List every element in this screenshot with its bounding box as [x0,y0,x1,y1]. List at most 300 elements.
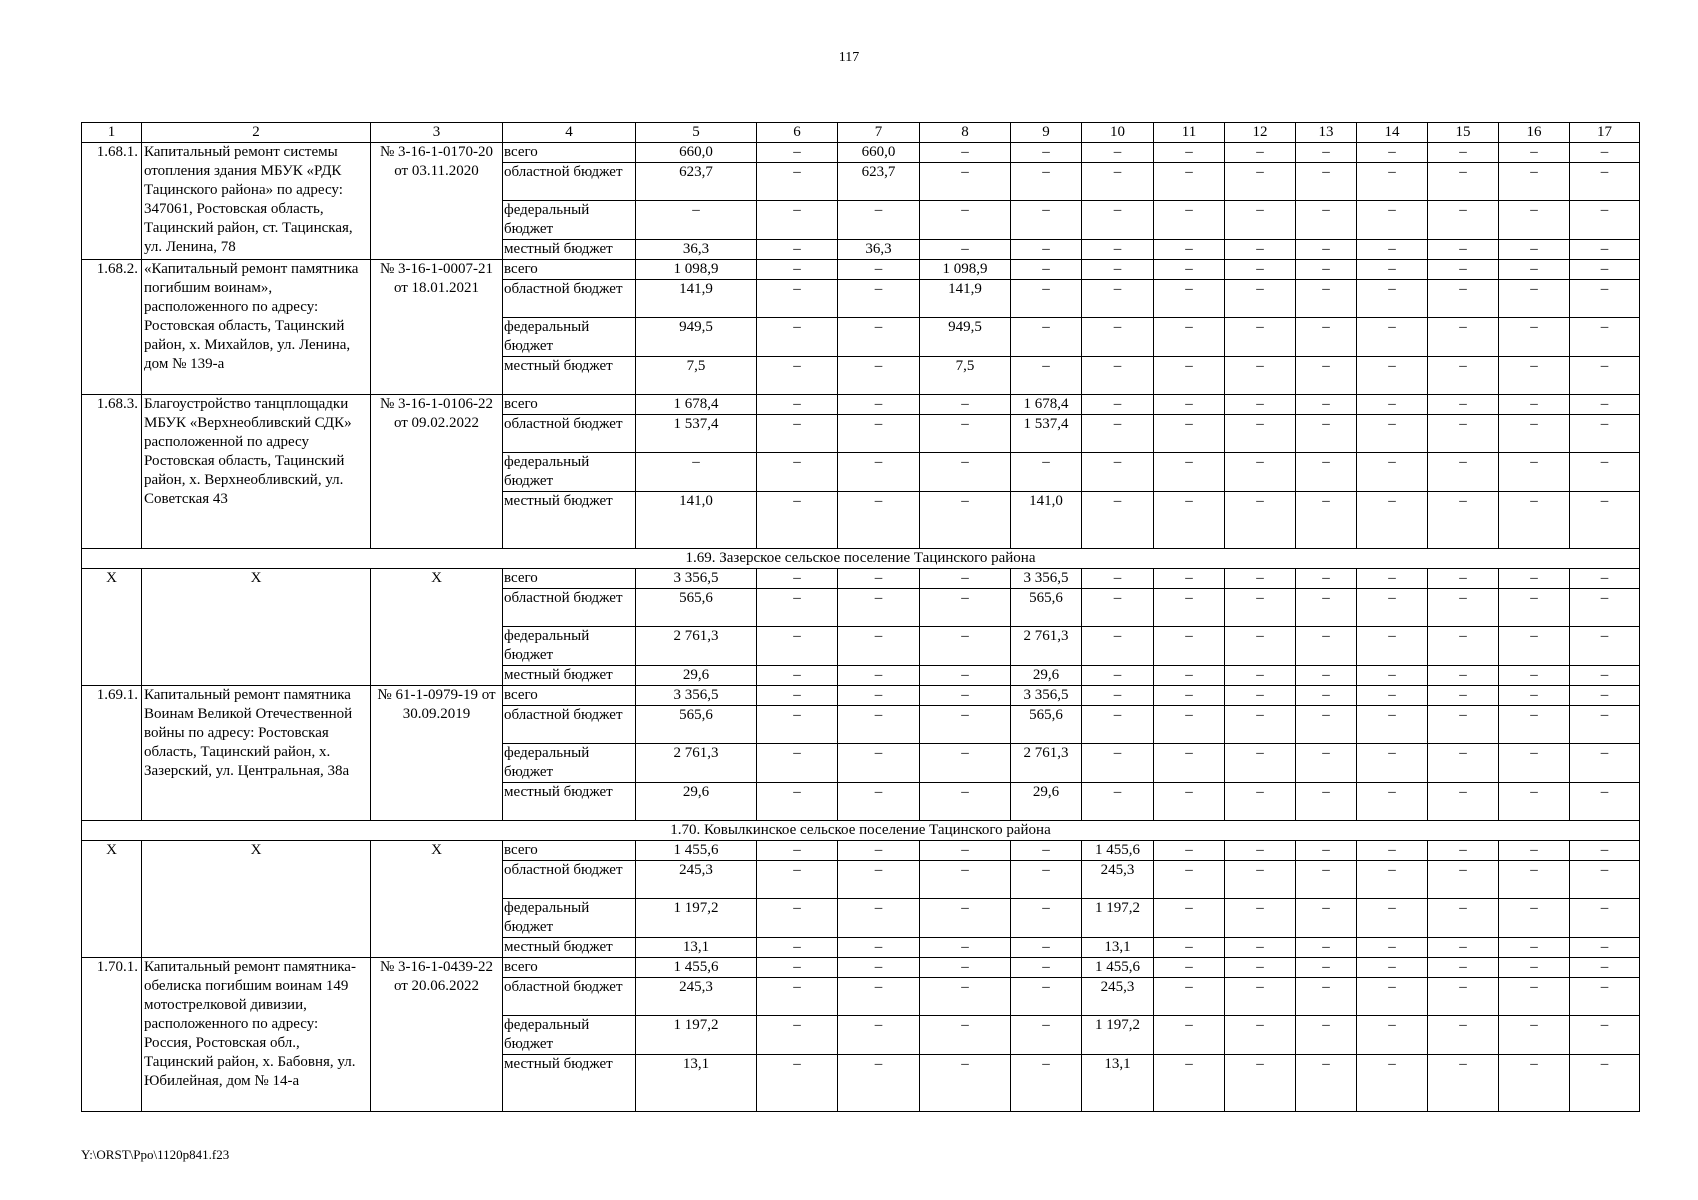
funding-source-label: федеральный бюджет [503,744,636,783]
value-cell: 1 537,4 [1011,415,1082,453]
value-cell: – [1428,783,1499,821]
funding-source-label: областной бюджет [503,861,636,899]
value-cell: – [1082,318,1154,357]
value-cell: – [1296,899,1357,938]
value-cell: – [1499,1016,1570,1055]
value-cell: – [1428,841,1499,861]
value-cell: – [1428,318,1499,357]
value-cell: – [1011,958,1082,978]
value-cell: – [1296,938,1357,958]
value-cell: – [1499,666,1570,686]
value-cell: – [1357,783,1428,821]
value-cell: 1 197,2 [1082,1016,1154,1055]
funding-source-label: всего [503,686,636,706]
value-cell: – [1499,260,1570,280]
value-cell: 141,9 [636,280,757,318]
value-cell: – [1357,260,1428,280]
value-cell: 36,3 [838,240,920,260]
value-cell: – [757,958,838,978]
document-number: № 3-16-1-0439-22 от 20.06.2022 [371,958,503,1112]
funding-source-label: местный бюджет [503,938,636,958]
document-number: X [371,841,503,958]
value-cell: 1 678,4 [1011,395,1082,415]
value-cell: – [1357,240,1428,260]
value-cell: 660,0 [838,143,920,163]
value-cell: – [1428,627,1499,666]
value-cell: – [1011,899,1082,938]
value-cell: – [1225,783,1296,821]
value-cell: – [1225,163,1296,201]
value-cell: 949,5 [636,318,757,357]
value-cell: – [1499,1055,1570,1112]
document-number: X [371,569,503,686]
value-cell: – [1357,589,1428,627]
value-cell: – [1296,163,1357,201]
funding-source-label: местный бюджет [503,666,636,686]
value-cell: – [1154,318,1225,357]
value-cell: – [1154,201,1225,240]
table-row [82,686,1640,706]
value-cell: – [1011,163,1082,201]
object-name: Капитальный ремонт памятника-обелиска погибшим воинам 149 мотострелковой дивизии, расположенного по адресу: Россия, Ростовская обл., Тацинский район, х. Бабовня, ул. Юбилейная, дом № 14-а [142,958,371,1112]
header-cell-14: 14 [1357,123,1428,143]
value-cell: – [1357,1016,1428,1055]
value-cell: – [1570,260,1640,280]
value-cell: – [1428,1016,1499,1055]
object-name: X [142,569,371,686]
value-cell: – [1225,706,1296,744]
value-cell: – [1082,163,1154,201]
value-cell: – [1570,569,1640,589]
value-cell: – [1499,627,1570,666]
value-cell: – [1154,1016,1225,1055]
value-cell: – [1428,280,1499,318]
value-cell: – [1570,666,1640,686]
value-cell: 141,9 [920,280,1011,318]
value-cell: – [1154,260,1225,280]
value-cell: 29,6 [1011,666,1082,686]
value-cell: – [1082,453,1154,492]
value-cell: – [1154,899,1225,938]
header-cell-4: 4 [503,123,636,143]
value-cell: – [838,861,920,899]
value-cell: – [1296,958,1357,978]
header-cell-10: 10 [1082,123,1154,143]
value-cell: – [757,453,838,492]
value-cell: – [1499,163,1570,201]
value-cell: – [1357,569,1428,589]
value-cell: – [920,492,1011,549]
value-cell: – [1011,861,1082,899]
value-cell: – [920,415,1011,453]
value-cell: – [1296,978,1357,1016]
value-cell: – [1428,978,1499,1016]
value-cell: – [1499,143,1570,163]
value-cell: – [757,978,838,1016]
value-cell: 1 197,2 [1082,899,1154,938]
value-cell: – [1225,201,1296,240]
value-cell: 29,6 [1011,783,1082,821]
header-row [82,123,1640,143]
value-cell: – [1082,280,1154,318]
value-cell: – [1357,706,1428,744]
value-cell: – [838,357,920,395]
value-cell: – [1499,978,1570,1016]
value-cell: – [920,666,1011,686]
value-cell: – [757,260,838,280]
value-cell: – [1154,686,1225,706]
value-cell: – [838,1055,920,1112]
value-cell: – [1011,201,1082,240]
value-cell: – [838,318,920,357]
value-cell: – [1428,492,1499,549]
value-cell: – [1082,415,1154,453]
funding-source-label: областной бюджет [503,163,636,201]
value-cell: – [1154,978,1225,1016]
header-cell-12: 12 [1225,123,1296,143]
value-cell: – [1570,415,1640,453]
funding-source-label: федеральный бюджет [503,899,636,938]
value-cell: – [1570,938,1640,958]
value-cell: – [1154,415,1225,453]
document-number: № 3-16-1-0007-21 от 18.01.2021 [371,260,503,395]
value-cell: – [1154,569,1225,589]
value-cell: 565,6 [1011,589,1082,627]
funding-source-label: федеральный бюджет [503,1016,636,1055]
value-cell: – [1570,492,1640,549]
value-cell: – [1154,744,1225,783]
value-cell: – [920,1055,1011,1112]
value-cell: – [838,453,920,492]
value-cell: – [757,783,838,821]
value-cell: – [1082,395,1154,415]
document-number: № 61-1-0979-19 от 30.09.2019 [371,686,503,821]
value-cell: – [1154,280,1225,318]
value-cell: 1 098,9 [920,260,1011,280]
header-cell-16: 16 [1499,123,1570,143]
file-path-footer: Y:\ORST\Ppo\1120p841.f23 [81,1147,230,1162]
value-cell: – [838,744,920,783]
value-cell: – [1225,1055,1296,1112]
value-cell: – [1082,260,1154,280]
header-cell-1: 1 [82,123,142,143]
value-cell: – [838,938,920,958]
value-cell: – [757,415,838,453]
value-cell: – [757,744,838,783]
row-number: X [82,569,142,686]
value-cell: – [757,240,838,260]
value-cell: – [1296,627,1357,666]
value-cell: – [1296,841,1357,861]
value-cell: – [1296,453,1357,492]
value-cell: 245,3 [1082,861,1154,899]
funding-source-label: федеральный бюджет [503,627,636,666]
funding-source-label: местный бюджет [503,492,636,549]
value-cell: – [1499,318,1570,357]
value-cell: – [1225,240,1296,260]
section-row [82,821,1640,841]
value-cell: – [838,841,920,861]
value-cell: – [1225,666,1296,686]
value-cell: 1 197,2 [636,899,757,938]
value-cell: – [1011,260,1082,280]
value-cell: – [1428,143,1499,163]
value-cell: – [757,357,838,395]
value-cell: – [920,201,1011,240]
value-cell: 245,3 [636,861,757,899]
value-cell: – [1499,395,1570,415]
value-cell: – [920,627,1011,666]
value-cell: – [1225,686,1296,706]
value-cell: 141,0 [636,492,757,549]
value-cell: – [920,744,1011,783]
value-cell: – [757,861,838,899]
value-cell: – [1154,706,1225,744]
value-cell: – [838,201,920,240]
document-number: № 3-16-1-0170-20 от 03.11.2020 [371,143,503,260]
value-cell: 7,5 [636,357,757,395]
value-cell: – [757,280,838,318]
header-cell-15: 15 [1428,123,1499,143]
value-cell: – [1428,744,1499,783]
row-number: X [82,841,142,958]
header-cell-3: 3 [371,123,503,143]
value-cell: – [1296,1055,1357,1112]
value-cell: – [1357,861,1428,899]
value-cell: – [1011,1055,1082,1112]
value-cell: – [1011,1016,1082,1055]
value-cell: – [757,395,838,415]
value-cell: – [1011,318,1082,357]
value-cell: – [1499,415,1570,453]
value-cell: – [1296,706,1357,744]
row-number: 1.68.1. [82,143,142,260]
value-cell: – [1357,163,1428,201]
value-cell: – [1225,861,1296,899]
value-cell: – [1225,899,1296,938]
value-cell: – [757,201,838,240]
value-cell: – [838,492,920,549]
value-cell: – [920,240,1011,260]
value-cell: 2 761,3 [636,744,757,783]
value-cell: – [1225,318,1296,357]
value-cell: – [920,395,1011,415]
value-cell: – [1570,686,1640,706]
value-cell: – [1570,706,1640,744]
value-cell: – [1225,357,1296,395]
value-cell: 245,3 [1082,978,1154,1016]
header-cell-9: 9 [1011,123,1082,143]
header-cell-7: 7 [838,123,920,143]
value-cell: – [1296,415,1357,453]
value-cell: – [838,1016,920,1055]
value-cell: 1 455,6 [636,958,757,978]
value-cell: 141,0 [1011,492,1082,549]
value-cell: – [1154,589,1225,627]
value-cell: – [1570,958,1640,978]
value-cell: – [1570,627,1640,666]
value-cell: – [1154,627,1225,666]
value-cell: – [1082,589,1154,627]
value-cell: – [920,163,1011,201]
value-cell: – [1011,240,1082,260]
value-cell: – [757,589,838,627]
value-cell: – [1296,569,1357,589]
value-cell: 1 678,4 [636,395,757,415]
value-cell: – [1154,1055,1225,1112]
funding-source-label: местный бюджет [503,1055,636,1112]
value-cell: – [1296,201,1357,240]
value-cell: – [1011,143,1082,163]
value-cell: – [1296,686,1357,706]
value-cell: – [1499,357,1570,395]
value-cell: – [838,589,920,627]
table-row [82,958,1640,978]
funding-source-label: всего [503,569,636,589]
value-cell: – [1296,1016,1357,1055]
value-cell: – [1154,453,1225,492]
value-cell: – [1225,589,1296,627]
value-cell: – [1570,1055,1640,1112]
value-cell: – [757,569,838,589]
value-cell: – [838,899,920,938]
value-cell: – [1225,395,1296,415]
value-cell: – [757,841,838,861]
value-cell: – [1499,861,1570,899]
header-cell-5: 5 [636,123,757,143]
value-cell: – [757,492,838,549]
funding-source-label: областной бюджет [503,280,636,318]
row-number: 1.68.3. [82,395,142,549]
value-cell: – [757,163,838,201]
value-cell: – [1225,958,1296,978]
value-cell: – [1499,706,1570,744]
value-cell: – [1296,357,1357,395]
value-cell: – [1570,978,1640,1016]
value-cell: 29,6 [636,783,757,821]
value-cell: – [1225,415,1296,453]
value-cell: – [1154,143,1225,163]
header-cell-6: 6 [757,123,838,143]
value-cell: – [1296,280,1357,318]
value-cell: – [1082,744,1154,783]
value-cell: 1 455,6 [636,841,757,861]
value-cell: – [1570,280,1640,318]
object-name: «Капитальный ремонт памятника погибшим воинам», расположенного по адресу: Ростовская область, Тацинский район, х. Михайлов, ул. Ленина, дом № 139-а [142,260,371,395]
value-cell: – [1499,958,1570,978]
value-cell: – [1296,318,1357,357]
value-cell: – [1357,415,1428,453]
value-cell: – [920,958,1011,978]
value-cell: – [1225,453,1296,492]
value-cell: – [1570,201,1640,240]
value-cell: – [1357,627,1428,666]
value-cell: – [1154,240,1225,260]
value-cell: – [1011,841,1082,861]
value-cell: – [1499,569,1570,589]
value-cell: – [1428,163,1499,201]
funding-source-label: местный бюджет [503,357,636,395]
value-cell: – [1082,627,1154,666]
value-cell: – [1499,201,1570,240]
value-cell: – [920,899,1011,938]
row-number: 1.68.2. [82,260,142,395]
value-cell: – [1296,783,1357,821]
value-cell: – [838,666,920,686]
funding-source-label: областной бюджет [503,589,636,627]
value-cell: – [1357,395,1428,415]
value-cell: – [1357,841,1428,861]
value-cell: 245,3 [636,978,757,1016]
value-cell: 565,6 [636,706,757,744]
value-cell: – [1011,938,1082,958]
funding-source-label: всего [503,143,636,163]
value-cell: – [1154,666,1225,686]
value-cell: – [1428,958,1499,978]
value-cell: – [838,783,920,821]
funding-source-label: областной бюджет [503,978,636,1016]
value-cell: – [1296,143,1357,163]
value-cell: – [757,143,838,163]
value-cell: – [1082,569,1154,589]
value-cell: – [1154,841,1225,861]
row-number: 1.69.1. [82,686,142,821]
value-cell: – [1428,706,1499,744]
value-cell: – [1499,744,1570,783]
value-cell: – [1082,666,1154,686]
value-cell: – [1357,143,1428,163]
value-cell: – [920,453,1011,492]
value-cell: – [1570,453,1640,492]
value-cell: 565,6 [636,589,757,627]
document-number: № 3-16-1-0106-22 от 09.02.2022 [371,395,503,549]
value-cell: – [1154,395,1225,415]
value-cell: – [1428,938,1499,958]
value-cell: – [757,1055,838,1112]
header-cell-13: 13 [1296,123,1357,143]
value-cell: – [1499,686,1570,706]
value-cell: – [1011,978,1082,1016]
value-cell: – [1225,744,1296,783]
value-cell: – [1357,453,1428,492]
value-cell: – [920,861,1011,899]
value-cell: – [1357,938,1428,958]
value-cell: – [1428,861,1499,899]
value-cell: – [1570,395,1640,415]
value-cell: – [1225,280,1296,318]
value-cell: – [1428,666,1499,686]
value-cell: – [1082,686,1154,706]
value-cell: 13,1 [636,938,757,958]
value-cell: – [920,783,1011,821]
value-cell: 1 455,6 [1082,958,1154,978]
value-cell: – [1011,357,1082,395]
funding-source-label: федеральный бюджет [503,453,636,492]
value-cell: – [1082,706,1154,744]
value-cell: 13,1 [636,1055,757,1112]
value-cell: 1 098,9 [636,260,757,280]
table-row [82,569,1640,589]
value-cell: – [1225,569,1296,589]
funding-source-label: всего [503,395,636,415]
value-cell: – [1499,899,1570,938]
value-cell: – [1154,958,1225,978]
value-cell: – [1499,453,1570,492]
value-cell: – [1499,240,1570,260]
value-cell: – [920,686,1011,706]
value-cell: – [757,318,838,357]
value-cell: – [1225,143,1296,163]
